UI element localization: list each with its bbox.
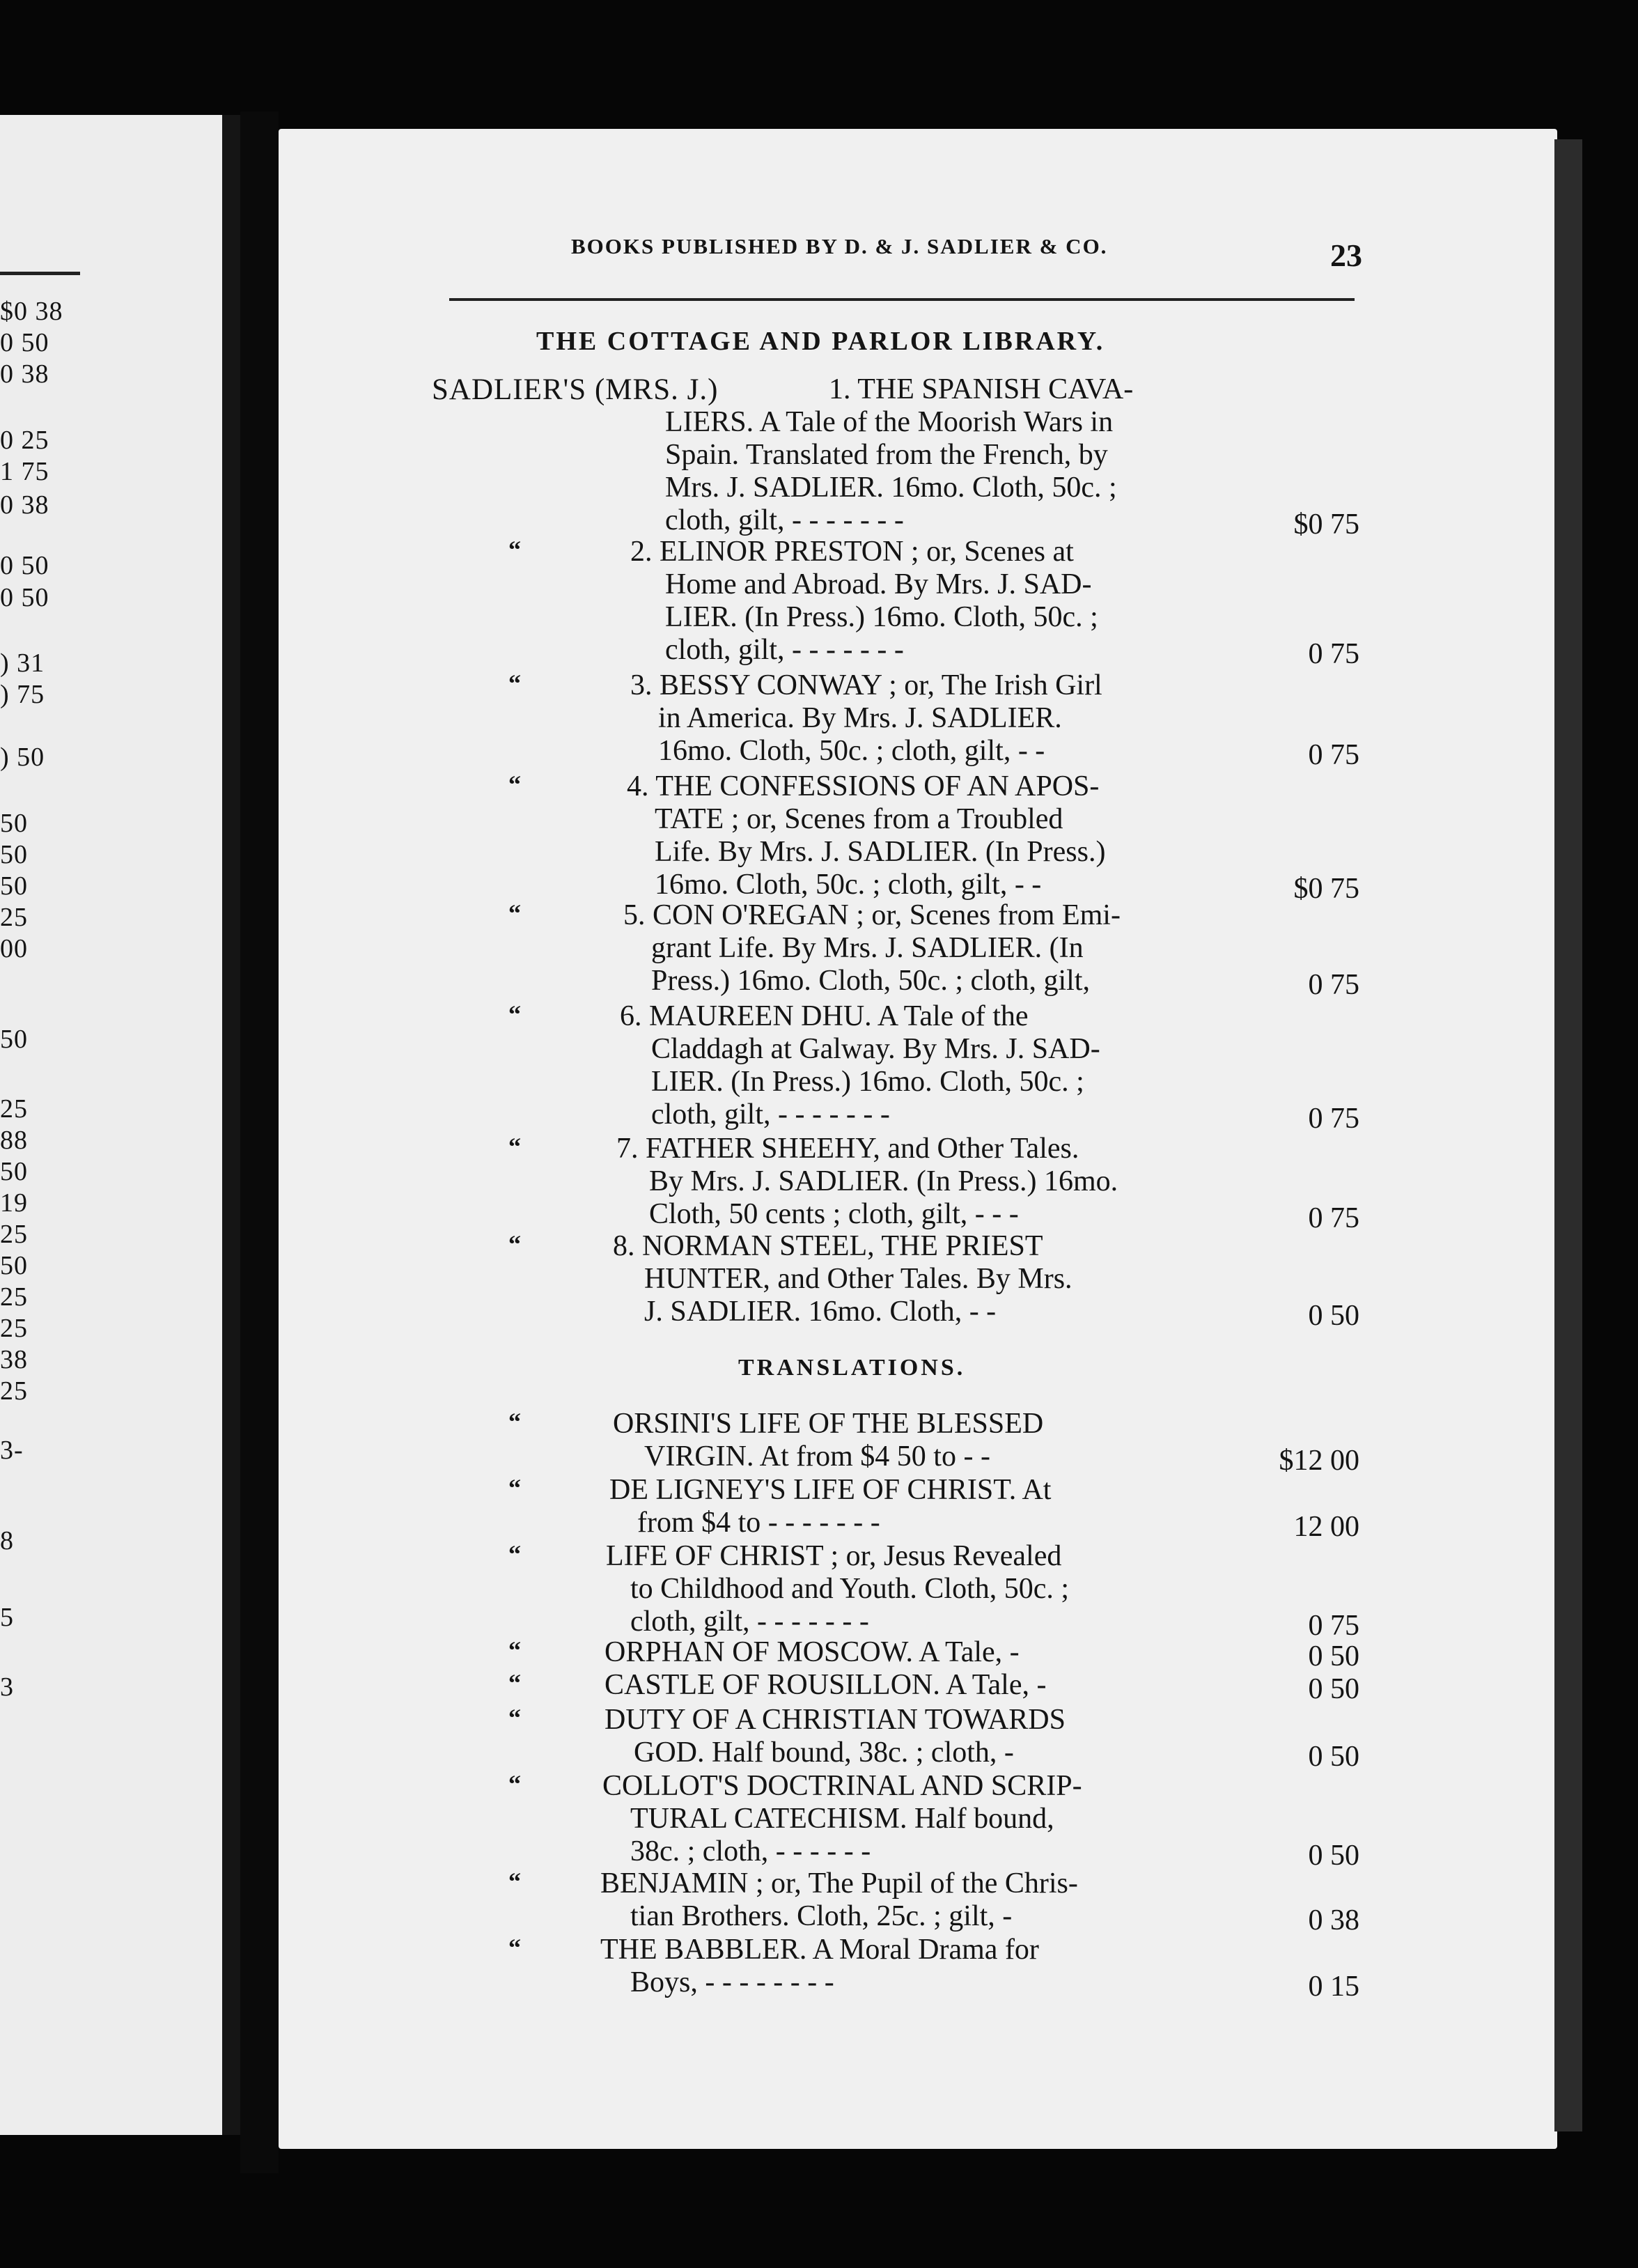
entry-price: 0 50 <box>1308 1640 1359 1672</box>
entry-line: By Mrs. J. SADLIER. (In Press.) 16mo. <box>649 1165 1118 1197</box>
entry-line: DUTY OF A CHRISTIAN TOWARDS <box>604 1704 1066 1736</box>
ditto-mark: “ <box>508 1230 521 1258</box>
entry-line: DE LIGNEY'S LIFE OF CHRIST. At <box>609 1474 1052 1506</box>
entry-price: 0 75 <box>1308 1610 1359 1642</box>
entry-line: J. SADLIER. 16mo. Cloth, - - <box>644 1296 997 1328</box>
left-page-price: 0 50 <box>0 328 49 357</box>
entry-line: BENJAMIN ; or, The Pupil of the Chris- <box>600 1867 1078 1900</box>
entry-line: 5. CON O'REGAN ; or, Scenes from Emi- <box>623 899 1121 931</box>
entry-line: 8. NORMAN STEEL, THE PRIEST <box>613 1230 1043 1262</box>
running-header: BOOKS PUBLISHED BY D. & J. SADLIER & CO. <box>571 234 1108 258</box>
entry-line: 38c. ; cloth, - - - - - - <box>630 1835 871 1867</box>
ditto-mark: “ <box>508 536 521 564</box>
entry-line: LIFE OF CHRIST ; or, Jesus Revealed <box>606 1540 1062 1572</box>
entry-line: TATE ; or, Scenes from a Troubled <box>655 803 1063 835</box>
entry-price: 0 50 <box>1308 1673 1359 1705</box>
entry-line: grant Life. By Mrs. J. SADLIER. (In <box>651 932 1084 964</box>
entry-price: $12 00 <box>1279 1445 1359 1477</box>
left-page-price: 25 <box>0 903 28 932</box>
ditto-mark: “ <box>508 899 521 927</box>
ditto-mark: “ <box>508 1540 521 1568</box>
entry-line: cloth, gilt, - - - - - - - <box>651 1098 890 1131</box>
entry-line: 6. MAUREEN DHU. A Tale of the <box>620 1000 1029 1032</box>
entry-price: $0 75 <box>1293 508 1359 541</box>
entry-line: HUNTER, and Other Tales. By Mrs. <box>644 1263 1072 1295</box>
left-page-price: 3 <box>0 1672 14 1702</box>
entry-line: in America. By Mrs. J. SADLIER. <box>658 702 1062 734</box>
left-page-price: 0 50 <box>0 551 49 580</box>
entry-price: 0 75 <box>1308 1103 1359 1135</box>
left-page-price: 88 <box>0 1126 28 1155</box>
left-page-price: 50 <box>0 1157 28 1186</box>
entry-line: 2. ELINOR PRESTON ; or, Scenes at <box>630 536 1074 568</box>
entry-line: Home and Abroad. By Mrs. J. SAD- <box>665 568 1092 600</box>
entry-line: LIERS. A Tale of the Moorish Wars in <box>665 406 1114 438</box>
entry-line: GOD. Half bound, 38c. ; cloth, - <box>634 1737 1014 1769</box>
entry-line: VIRGIN. At from $4 50 to - - <box>644 1440 990 1473</box>
left-page-price: $0 38 <box>0 297 63 326</box>
left-page-price: 50 <box>0 871 28 901</box>
entry-line: 16mo. Cloth, 50c. ; cloth, gilt, - - <box>655 869 1042 901</box>
entry-price: 0 75 <box>1308 969 1359 1001</box>
entry-price: 0 15 <box>1308 1971 1359 2003</box>
entry-price: 0 75 <box>1308 1202 1359 1234</box>
entry-price: 12 00 <box>1293 1511 1359 1543</box>
left-page-price: 25 <box>0 1094 28 1124</box>
left-page-price: 0 25 <box>0 426 49 455</box>
left-page-price: 25 <box>0 1376 28 1406</box>
entry-line: cloth, gilt, - - - - - - - <box>665 634 904 666</box>
entry-line: 3. BESSY CONWAY ; or, The Irish Girl <box>630 669 1102 701</box>
left-page-price: 0 38 <box>0 490 49 520</box>
left-page-price: ) 75 <box>0 680 45 709</box>
entry-line: to Childhood and Youth. Cloth, 50c. ; <box>630 1573 1070 1605</box>
ditto-mark: “ <box>508 1704 521 1732</box>
left-page-price: 0 38 <box>0 359 49 389</box>
entry-line: COLLOT'S DOCTRINAL AND SCRIP- <box>602 1770 1082 1802</box>
entry-line: Press.) 16mo. Cloth, 50c. ; cloth, gilt, <box>651 965 1090 997</box>
entry-line: 1. THE SPANISH CAVA- <box>829 373 1134 405</box>
entry-line: Cloth, 50 cents ; cloth, gilt, - - - <box>649 1198 1019 1230</box>
left-page-price: 0 50 <box>0 583 49 612</box>
entry-line: 7. FATHER SHEEHY, and Other Tales. <box>616 1133 1079 1165</box>
ditto-mark: “ <box>508 1408 521 1436</box>
ditto-mark: “ <box>508 1133 521 1160</box>
left-page-price: 00 <box>0 934 28 963</box>
entry-line: from $4 to - - - - - - - <box>637 1507 880 1539</box>
left-page-price: 25 <box>0 1282 28 1312</box>
entry-line: CASTLE OF ROUSILLON. A Tale, - <box>604 1669 1047 1701</box>
entry-price: $0 75 <box>1293 873 1359 905</box>
left-page-price: 50 <box>0 840 28 869</box>
left-page-price: ) 31 <box>0 648 45 678</box>
ditto-mark: “ <box>508 1474 521 1502</box>
entry-line: Spain. Translated from the French, by <box>665 439 1108 471</box>
entry-line: Claddagh at Galway. By Mrs. J. SAD- <box>651 1033 1100 1065</box>
section-title-translations: TRANSLATIONS. <box>738 1355 966 1381</box>
entry-line: Life. By Mrs. J. SADLIER. (In Press.) <box>655 836 1106 868</box>
left-page-price: 3- <box>0 1436 24 1465</box>
ditto-mark: “ <box>508 669 521 697</box>
entry-line: cloth, gilt, - - - - - - - <box>665 504 904 536</box>
entry-price: 0 75 <box>1308 638 1359 670</box>
entry-line: LIER. (In Press.) 16mo. Cloth, 50c. ; <box>651 1066 1084 1098</box>
book-spine <box>240 111 279 2173</box>
entry-line: THE BABBLER. A Moral Drama for <box>600 1934 1039 1966</box>
left-page-price: 1 75 <box>0 457 49 486</box>
entry-line: 16mo. Cloth, 50c. ; cloth, gilt, - - <box>658 735 1045 767</box>
entry-line: TURAL CATECHISM. Half bound, <box>630 1803 1054 1835</box>
left-page-rule <box>0 272 80 275</box>
left-page-price: ) 50 <box>0 743 45 772</box>
page-number: 23 <box>1330 238 1362 273</box>
entry-price: 0 50 <box>1308 1741 1359 1773</box>
ditto-mark: “ <box>508 1000 521 1028</box>
entry-line: Mrs. J. SADLIER. 16mo. Cloth, 50c. ; <box>665 472 1117 504</box>
entry-price: 0 38 <box>1308 1904 1359 1936</box>
ditto-mark: “ <box>508 1867 521 1895</box>
section-title-cottage-parlor: THE COTTAGE AND PARLOR LIBRARY. <box>536 327 1105 356</box>
author-lead: SADLIER'S (MRS. J.) <box>432 373 719 406</box>
page-edge <box>1554 139 1582 2131</box>
left-page-price: 5 <box>0 1603 14 1632</box>
ditto-mark: “ <box>508 1934 521 1962</box>
left-page-price: 38 <box>0 1345 28 1374</box>
entry-line: tian Brothers. Cloth, 25c. ; gilt, - <box>630 1900 1013 1932</box>
left-page-price: 8 <box>0 1526 14 1555</box>
left-page-price: 25 <box>0 1314 28 1343</box>
header-rule <box>449 298 1355 301</box>
entry-line: 4. THE CONFESSIONS OF AN APOS- <box>627 770 1100 802</box>
left-page <box>0 115 240 2135</box>
left-page-price: 50 <box>0 1251 28 1280</box>
left-page-price: 19 <box>0 1188 28 1218</box>
ditto-mark: “ <box>508 770 521 798</box>
left-page-price: 25 <box>0 1220 28 1249</box>
left-page-price: 50 <box>0 1025 28 1054</box>
ditto-mark: “ <box>508 1669 521 1697</box>
ditto-mark: “ <box>508 1636 521 1664</box>
entry-price: 0 75 <box>1308 739 1359 771</box>
entry-line: Boys, - - - - - - - - <box>630 1966 834 1998</box>
entry-line: ORSINI'S LIFE OF THE BLESSED <box>613 1408 1044 1440</box>
ditto-mark: “ <box>508 1770 521 1798</box>
left-page-price: 50 <box>0 809 28 838</box>
entry-line: ORPHAN OF MOSCOW. A Tale, - <box>604 1636 1020 1668</box>
entry-price: 0 50 <box>1308 1840 1359 1872</box>
entry-line: cloth, gilt, - - - - - - - <box>630 1606 869 1638</box>
entry-price: 0 50 <box>1308 1300 1359 1332</box>
entry-line: LIER. (In Press.) 16mo. Cloth, 50c. ; <box>665 601 1098 633</box>
